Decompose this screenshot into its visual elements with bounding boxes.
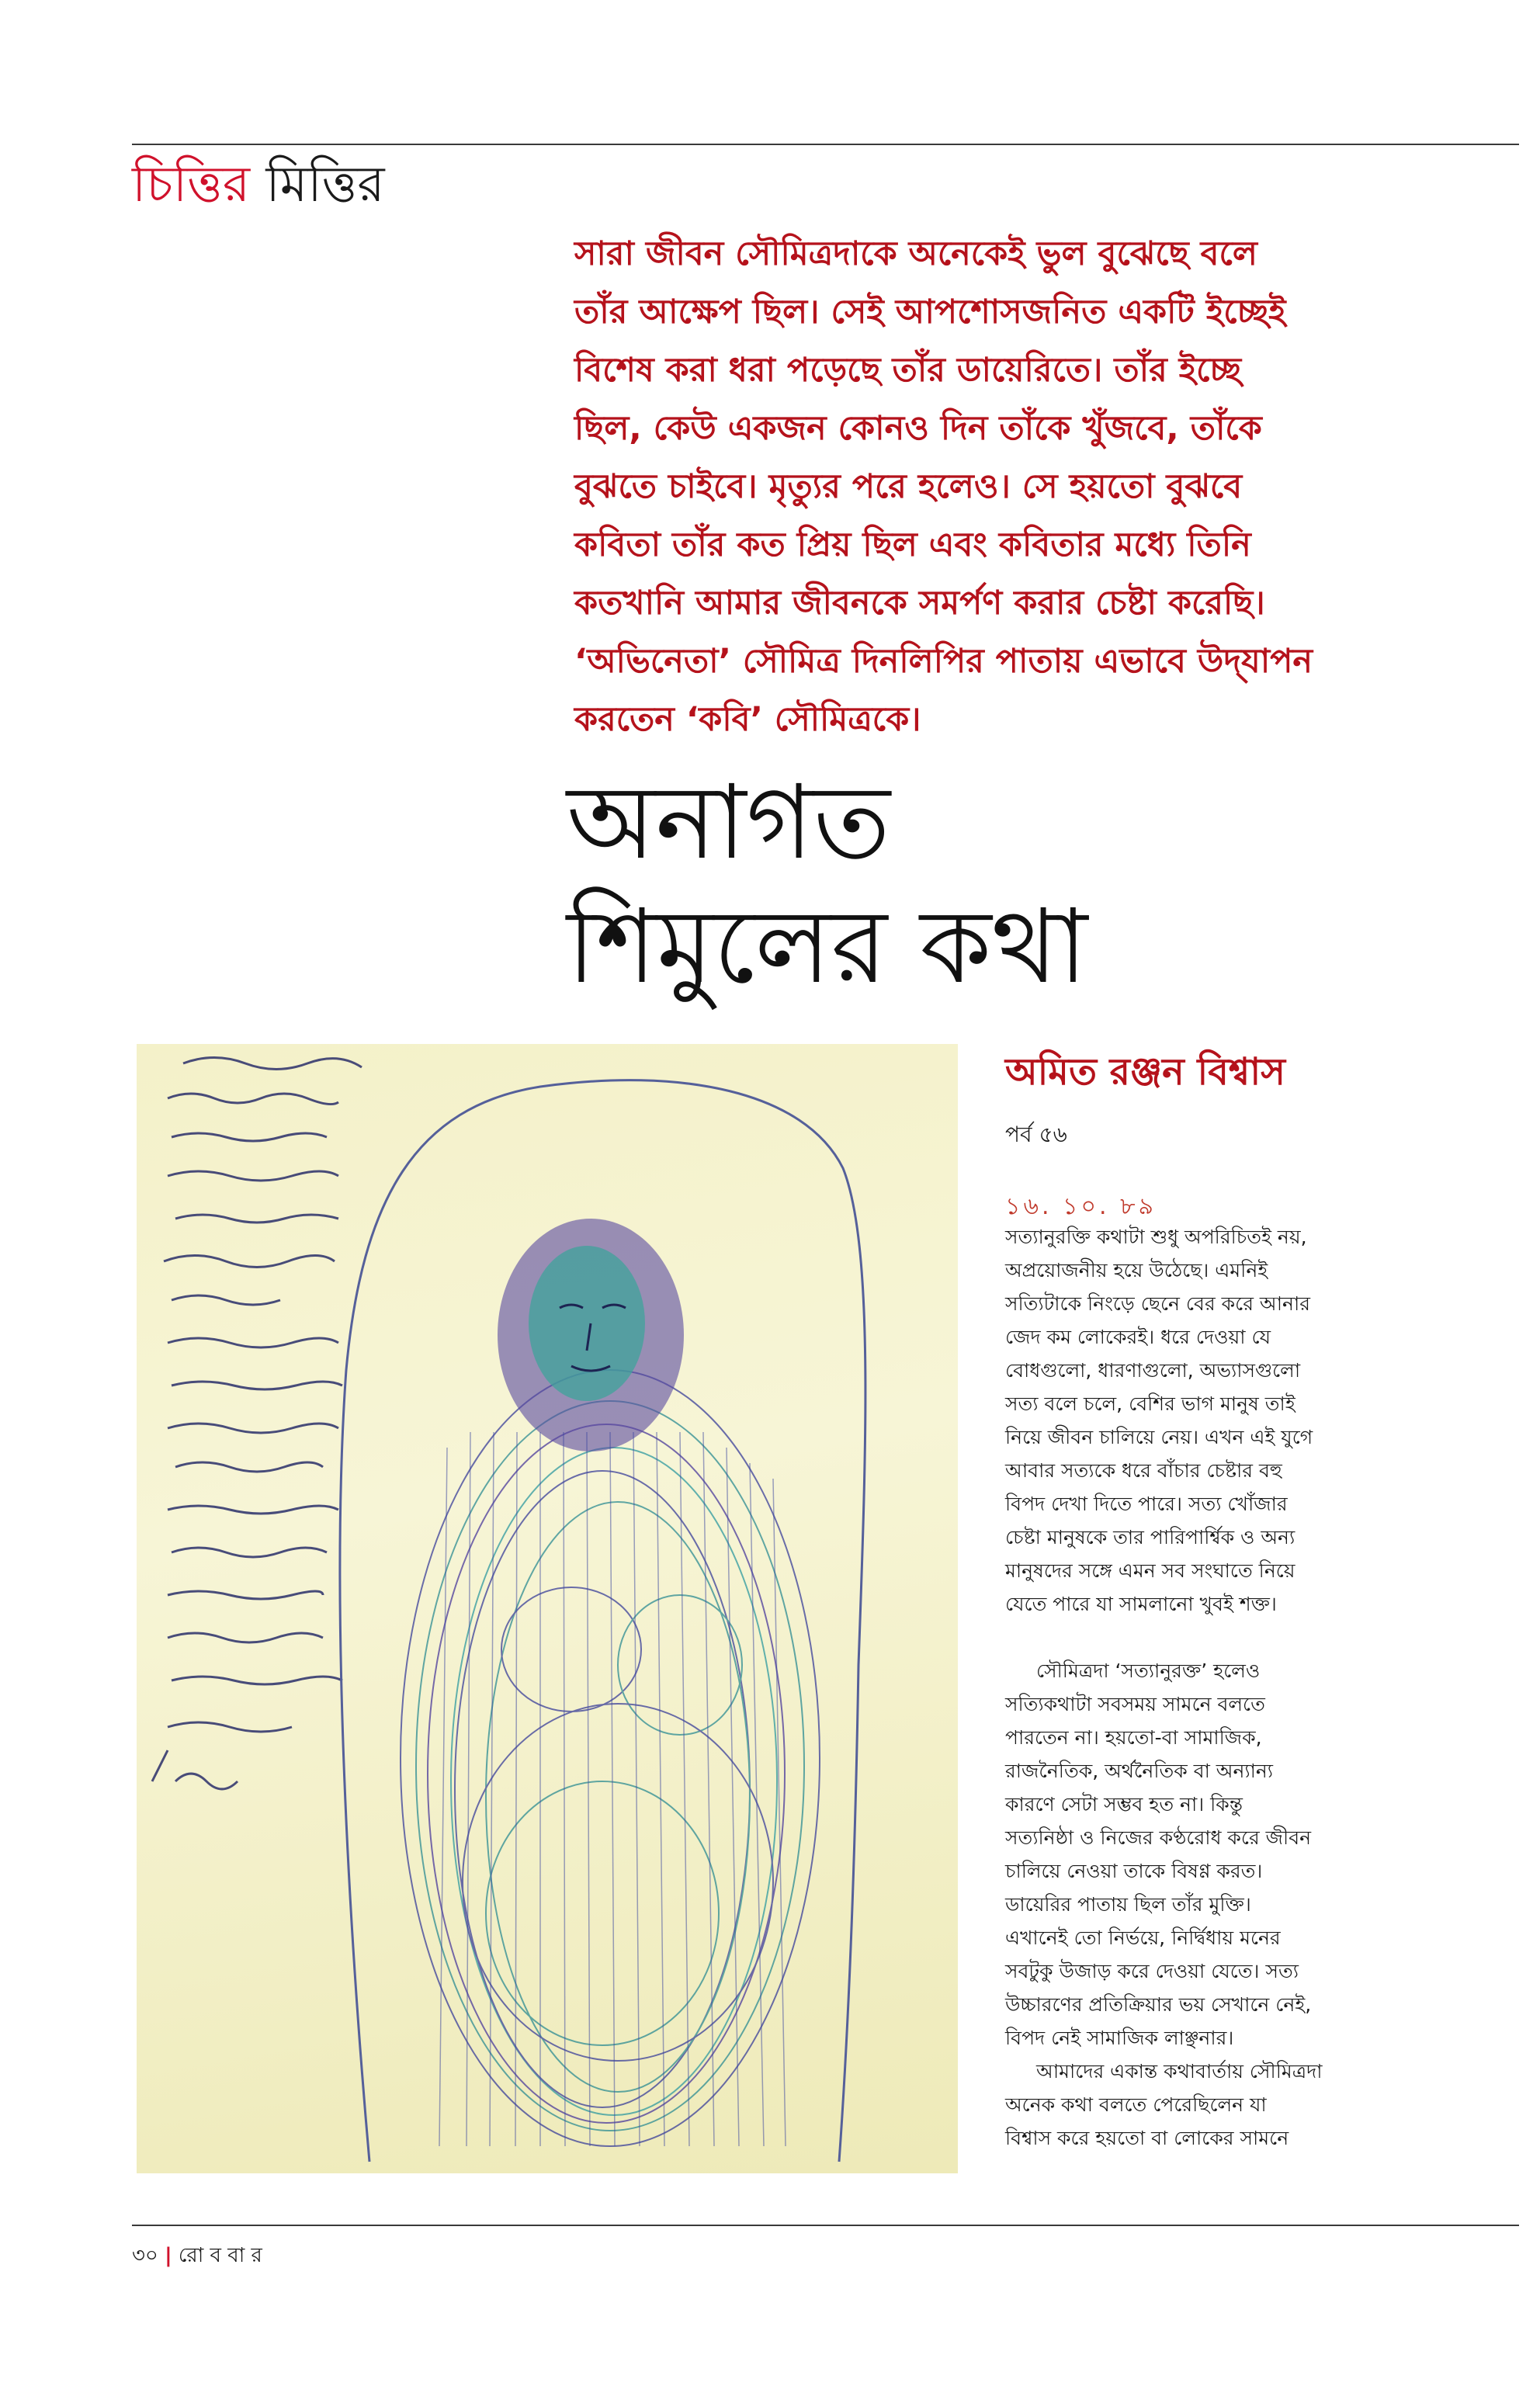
body-line: আবার সত্যকে ধরে বাঁচার চেষ্টার বহু <box>1005 1459 1282 1482</box>
body-line: জেদ কম লোকেরই। ধরে দেওয়া যে <box>1005 1326 1271 1348</box>
body-line: সত্যিটাকে নিংড়ে ছেনে বের করে আনার <box>1005 1292 1310 1315</box>
body-line: কারণে সেটা সম্ভব হত না। কিন্তু <box>1005 1793 1243 1816</box>
body-line: বিপদ দেখা দিতে পারে। সত্য খোঁজার <box>1005 1493 1288 1515</box>
body-line: মানুষদের সঙ্গে এমন সব সংঘাতে নিয়ে <box>1005 1559 1295 1582</box>
headline-line1: অনাগত <box>567 763 890 883</box>
body-line: উচ্চারণের প্রতিক্রিয়ার ভয় সেখানে নেই, <box>1005 1993 1312 2016</box>
body-line: সত্যিকথাটা সবসময় সামনে বলতে <box>1005 1693 1265 1715</box>
page-number: ৩০ <box>132 2244 158 2267</box>
body-line: এখানেই তো নির্ভয়ে, নির্দ্বিধায় মনের <box>1005 1927 1281 1949</box>
body-line: সত্যানুরক্তি কথাটা শুধু অপরিচিতই নয়, <box>1005 1226 1307 1248</box>
page-footer <box>132 2239 262 2273</box>
body-line: বিপদ নেই সামাজিক লাঞ্ছনার। <box>1005 2027 1234 2049</box>
intro-line: ছিল, কেউ একজন কোনও দিন তাঁকে খুঁজবে, তাঁকে <box>574 409 1262 448</box>
body-line: সত্য বলে চলে, বেশির ভাগ মানুষ তাই <box>1005 1392 1295 1415</box>
sketch-hatching <box>439 1432 786 2146</box>
magazine-name: রো ব বা র <box>178 2244 262 2267</box>
section-label <box>132 155 385 215</box>
section-label-part2: মিত্তির <box>265 156 385 213</box>
diary-date: ১৬. ১০. ৮৯ <box>1005 1193 1157 1220</box>
body-line: নিয়ে জীবন চালিয়ে নেয়। এখন এই যুগে <box>1005 1426 1313 1448</box>
intro-line: কবিতা তাঁর কত প্রিয় ছিল এবং কবিতার মধ্যে তিনি <box>574 525 1251 564</box>
intro-line: তাঁর আক্ষেপ ছিল। সেই আপশোসজনিত একটি ইচ্ছেই <box>574 293 1286 331</box>
body-line: অপ্রয়োজনীয় হয়ে উঠেছে। এমনিই <box>1005 1259 1268 1281</box>
intro-line: বিশেষ করা ধরা পড়েছে তাঁর ডায়েরিতে। তাঁর ইচ্ছে <box>574 351 1242 390</box>
intro-line: ‘অভিনেতা’ সৌমিত্র দিনলিপির পাতায় এভাবে উদ্‌যাপন <box>574 642 1313 681</box>
headline-line2: শিমুলের কথা <box>567 887 1088 1007</box>
intro-line: বুঝতে চাইবে। মৃত্যুর পরে হলেও। সে হয়তো বুঝবে <box>574 467 1243 506</box>
article-body <box>1005 1220 1502 2155</box>
paragraph-gap <box>1005 1621 1502 1654</box>
author-byline: অমিত রঞ্জন বিশ্বাস <box>1005 1050 1285 1094</box>
body-line: ডায়েরির পাতায় ছিল তাঁর মুক্তি। <box>1005 1893 1251 1916</box>
body-line: সবটুকু উজাড় করে দেওয়া যেতে। সত্য <box>1005 1960 1299 1982</box>
handwriting-notes <box>152 1058 362 1790</box>
intro-line: কতখানি আমার জীবনকে সমর্পণ করার চেষ্টা করেছি। <box>574 584 1265 623</box>
intro-line: করতেন ‘কবি’ সৌমিত্রকে। <box>574 700 921 739</box>
body-line: চালিয়ে নেওয়া তাকে বিষণ্ণ করত। <box>1005 1860 1263 1882</box>
section-label-part1: চিত্তির <box>132 156 251 213</box>
body-line: বিশ্বাস করে হয়তো বা লোকের সামনে <box>1005 2127 1289 2149</box>
body-line: পারতেন না। হয়তো-বা সামাজিক, <box>1005 1726 1262 1749</box>
sketch-drawing <box>137 1044 958 2173</box>
body-line: সৌমিত্রদা ‘সত্যানুরক্ত’ হলেও <box>1036 1659 1261 1682</box>
footer-separator: | <box>165 2244 172 2267</box>
diary-sketch-image <box>137 1044 958 2173</box>
body-line: বোধগুলো, ধারণাগুলো, অভ্যাসগুলো <box>1005 1359 1301 1382</box>
top-rule <box>132 144 1519 145</box>
body-line: চেষ্টা মানুষকে তার পারিপার্শ্বিক ও অন্য <box>1005 1526 1295 1549</box>
body-line: রাজনৈতিক, অর্থনৈতিক বা অন্যান্য <box>1005 1760 1274 1782</box>
body-line: আমাদের একান্ত কথাবার্তায় সৌমিত্রদা <box>1036 2060 1323 2083</box>
intro-pullquote <box>574 225 1467 749</box>
sketch-head <box>498 1219 684 1451</box>
body-line: সত্যনিষ্ঠা ও নিজের কণ্ঠরোধ করে জীবন <box>1005 1826 1312 1849</box>
headline <box>567 761 1498 1009</box>
bottom-rule <box>132 2225 1519 2226</box>
episode-number: পর্ব ৫৬ <box>1005 1122 1067 1147</box>
body-line: যেতে পারে যা সামলানো খুবই শক্ত। <box>1005 1593 1277 1615</box>
body-line: অনেক কথা বলতে পেরেছিলেন যা <box>1005 2093 1267 2116</box>
intro-line: সারা জীবন সৌমিত্রদাকে অনেকেই ভুল বুঝেছে বলে <box>574 234 1257 273</box>
